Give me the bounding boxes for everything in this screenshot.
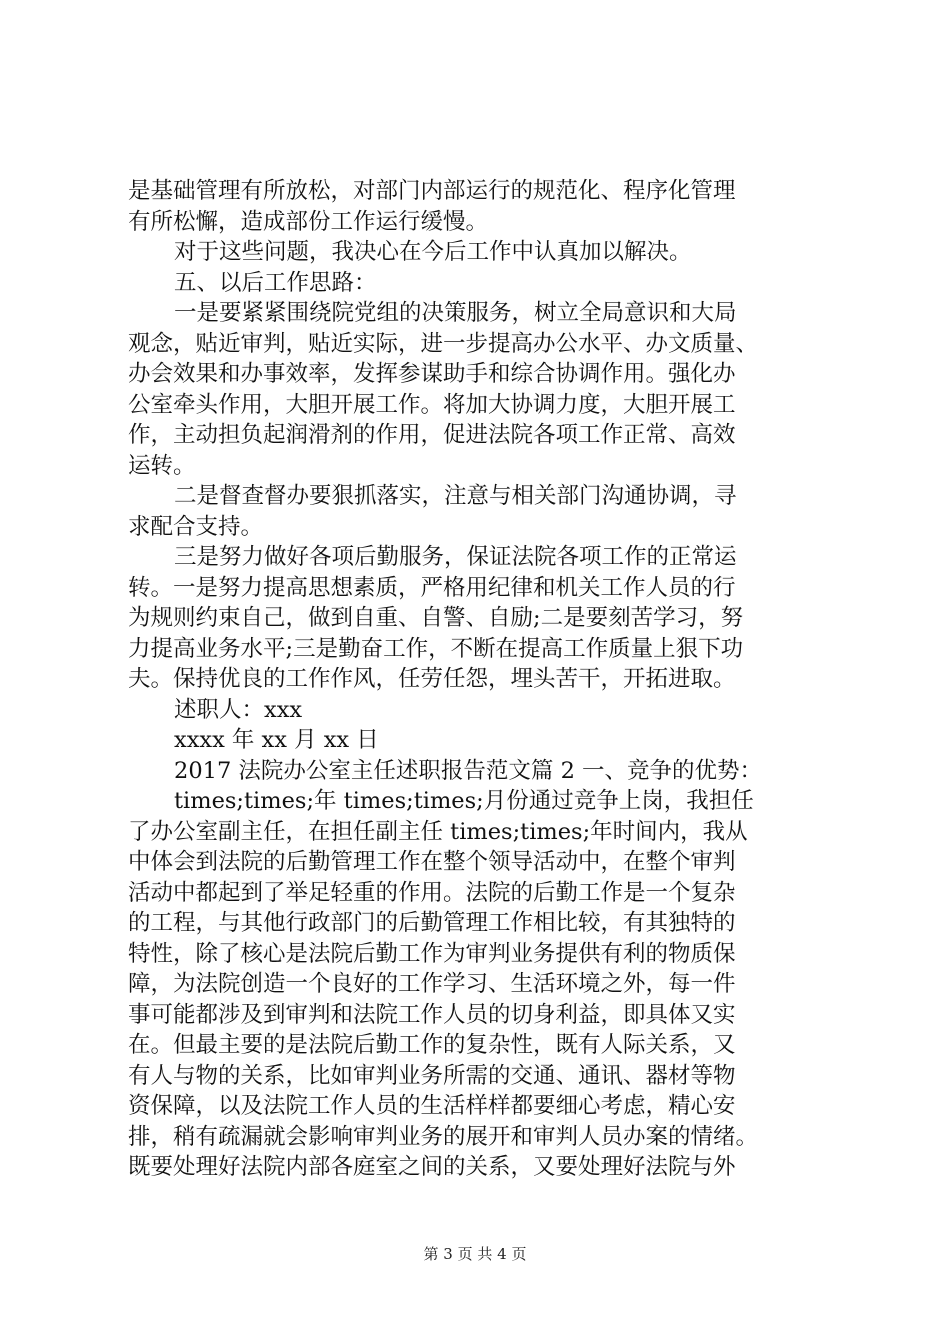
- text-line: 转。一是努力提高思想素质，严格用纪律和机关工作人员的行: [128, 574, 736, 601]
- text-line: 五、以后工作思路：: [174, 269, 377, 296]
- text-line: 二是督查督办要狠抓落实，注意与相关部门沟通协调，寻: [174, 483, 737, 509]
- text-line: 的工程，与其他行政部门的后勤管理工作相比较，有其独特的: [128, 910, 736, 936]
- text-line: 既要处理好法院内部各庭室之间的关系，又要处理好法院与外: [128, 1154, 736, 1180]
- text-line: 有所松懈，造成部份工作运行缓慢。: [128, 208, 489, 235]
- text-line: 办会效果和办事效率，发挥参谋助手和综合协调作用。强化办: [128, 361, 736, 387]
- text-line: 三是努力做好各项后勤服务，保证法院各项工作的正常运: [174, 544, 737, 570]
- page-footer: 第 3 页 共 4 页: [423, 1245, 527, 1263]
- text-line: 公室牵头作用，大胆开展工作。将加大协调力度，大胆开展工: [128, 391, 736, 418]
- text-line: 夫。保持优良的工作作风，任劳任怨，埋头苦干，开拓进取。: [128, 666, 736, 692]
- text-line: times;times;年 times;times;月份通过竞争上岗，我担任: [174, 788, 754, 814]
- text-line: 了办公室副主任，在担任副主任 times;times;年时间内，我从: [128, 818, 748, 845]
- text-line: 中体会到法院的后勤管理工作在整个领导活动中，在整个审判: [128, 849, 736, 875]
- text-line: 是基础管理有所放松，对部门内部运行的规范化、程序化管理: [128, 178, 736, 204]
- text-line: 排，稍有疏漏就会影响审判业务的展开和审判人员办案的情绪。: [128, 1123, 759, 1150]
- text-line: 在。但最主要的是法院后勤工作的复杂性，既有人际关系，又: [128, 1032, 736, 1058]
- text-line: 2017 法院办公室主任述职报告范文篇 2 一、竞争的优势：: [174, 757, 763, 784]
- body-text: [128, 176, 840, 1183]
- text-line: 事可能都涉及到审判和法院工作人员的切身利益，即具体又实: [128, 1001, 736, 1028]
- text-line: 有人与物的关系，比如审判业务所需的交通、通讯、器材等物: [128, 1062, 736, 1089]
- text-line: xxxx 年 xx 月 xx 日: [174, 727, 379, 753]
- text-line: 力提高业务水平;三是勤奋工作，不断在提高工作质量上狠下功: [128, 635, 744, 662]
- text-line: 求配合支持。: [128, 513, 264, 540]
- text-line: 作，主动担负起润滑剂的作用，促进法院各项工作正常、高效: [128, 422, 736, 448]
- text-line: 资保障，以及法院工作人员的生活样样都要细心考虑，精心安: [128, 1093, 736, 1119]
- text-line: 述职人：xxx: [174, 696, 303, 723]
- text-line: 特性，除了核心是法院后勤工作为审判业务提供有利的物质保: [128, 940, 736, 967]
- text-line: 一是要紧紧围绕院党组的决策服务，树立全局意识和大局: [174, 300, 737, 326]
- text-line: 障，为法院创造一个良好的工作学习、生活环境之外，每一件: [128, 971, 736, 997]
- text-line: 对于这些问题，我决心在今后工作中认真加以解决。: [174, 239, 692, 265]
- text-line: 为规则约束自己，做到自重、自警、自励;二是要刻苦学习，努: [128, 605, 744, 631]
- text-line: 活动中都起到了举足轻重的作用。法院的后勤工作是一个复杂: [128, 879, 736, 906]
- text-line: 观念，贴近审判，贴近实际，进一步提高办公水平、办文质量、: [128, 330, 759, 357]
- text-line: 运转。: [128, 452, 196, 479]
